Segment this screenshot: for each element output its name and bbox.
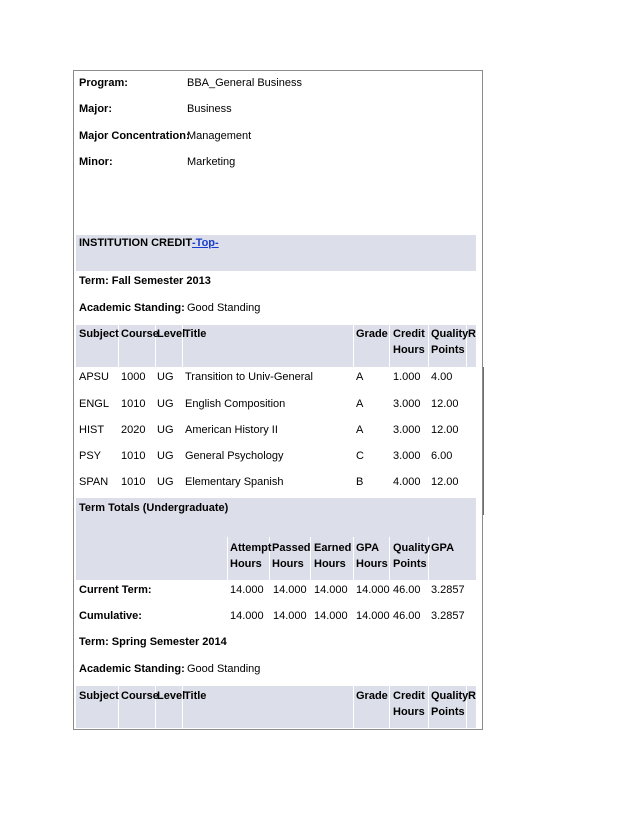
table-right-edge	[483, 367, 484, 515]
program-value: BBA_General Business	[187, 77, 302, 89]
term1-label: Term: Fall Semester 2013	[79, 275, 211, 287]
row-level: UG	[157, 371, 174, 383]
row-title: American History II	[185, 424, 278, 436]
hdr-level: Level	[157, 690, 186, 702]
hdr-level: Level	[157, 328, 186, 340]
hdr-attempt-hours: Hours	[230, 558, 262, 570]
row-credit: 3.000	[393, 398, 421, 410]
hdr-credit-hours: Hours	[393, 344, 425, 356]
current-term-label: Current Term:	[79, 584, 152, 596]
hdr-course: Course	[121, 690, 159, 702]
cumulative-attempt: 14.000	[230, 610, 264, 622]
row-grade: A	[356, 398, 364, 410]
hdr-gpa-hours: GPA	[356, 542, 380, 554]
row-course: 1000	[121, 371, 146, 383]
row-credit: 3.000	[393, 424, 421, 436]
row-subject: APSU	[79, 371, 109, 383]
row-level: UG	[157, 398, 174, 410]
term-totals-heading: Term Totals (Undergraduate)	[79, 502, 229, 514]
term2-standing-label: Academic Standing:	[79, 663, 185, 675]
row-subject: HIST	[79, 424, 105, 436]
term1-standing-value: Good Standing	[187, 302, 261, 314]
hdr-subject: Subject	[79, 690, 119, 702]
hdr-attempt: Attempt	[230, 542, 272, 554]
row-course: 1010	[121, 398, 146, 410]
concentration-value: Management	[187, 130, 252, 142]
current-gpa: 3.2857	[431, 584, 465, 596]
row-points: 4.00	[431, 371, 453, 383]
hdr-earned-hours: Hours	[314, 558, 346, 570]
hdr-quality-points: Points	[431, 344, 465, 356]
hdr-subject: Subject	[79, 328, 119, 340]
hdr-quality: Quality	[431, 690, 469, 702]
row-grade: A	[356, 371, 364, 383]
hdr-grade: Grade	[356, 690, 388, 702]
cumulative-gpa: 3.2857	[431, 610, 465, 622]
cumulative-label: Cumulative:	[79, 610, 142, 622]
hdr-title: Title	[184, 328, 207, 340]
term2-label: Term: Spring Semester 2014	[79, 636, 227, 648]
row-level: UG	[157, 424, 174, 436]
row-title: General Psychology	[185, 450, 284, 462]
row-subject: PSY	[79, 450, 102, 462]
major-value: Business	[187, 103, 232, 115]
minor-label: Minor:	[79, 156, 113, 168]
hdr-credit: Credit	[393, 690, 425, 702]
row-grade: C	[356, 450, 364, 462]
cumulative-points: 46.00	[393, 610, 421, 622]
current-gpa-hours: 14.000	[356, 584, 390, 596]
program-label: Program:	[79, 77, 128, 89]
cumulative-earned: 14.000	[314, 610, 348, 622]
cumulative-passed: 14.000	[273, 610, 307, 622]
term2-standing-value: Good Standing	[187, 663, 261, 675]
concentration-label: Major Concentration:	[79, 130, 190, 142]
row-grade: A	[356, 424, 364, 436]
minor-value: Marketing	[187, 156, 236, 168]
row-course: 2020	[121, 424, 146, 436]
row-course: 1010	[121, 476, 146, 488]
hdr-course: Course	[121, 328, 159, 340]
hdr-quality-points: Points	[431, 706, 465, 718]
row-subject: SPAN	[79, 476, 109, 488]
row-level: UG	[157, 450, 174, 462]
row-points: 12.00	[431, 398, 459, 410]
row-course: 1010	[121, 450, 146, 462]
hdr-title: Title	[184, 690, 207, 702]
major-label: Major:	[79, 103, 112, 115]
hdr-earned: Earned	[314, 542, 352, 554]
row-credit: 1.000	[393, 371, 421, 383]
hdr-grade: Grade	[356, 328, 388, 340]
hdr-credit: Credit	[393, 328, 425, 340]
current-attempt: 14.000	[230, 584, 264, 596]
row-title: Elementary Spanish	[185, 476, 284, 488]
row-title: Transition to Univ-General	[185, 371, 313, 383]
cumulative-gpa-hours: 14.000	[356, 610, 390, 622]
hdr-quality: Quality	[393, 542, 431, 554]
hdr-credit-hours: Hours	[393, 706, 425, 718]
row-subject: ENGL	[79, 398, 109, 410]
current-passed: 14.000	[273, 584, 307, 596]
top-link[interactable]: -Top-	[192, 237, 219, 249]
term1-standing-label: Academic Standing:	[79, 302, 185, 314]
current-points: 46.00	[393, 584, 421, 596]
hdr-passed: Passed	[272, 542, 311, 554]
row-points: 12.00	[431, 424, 459, 436]
hdr-quality: Quality	[431, 328, 469, 340]
row-points: 12.00	[431, 476, 459, 488]
row-title: English Composition	[185, 398, 286, 410]
hdr-gpa-hours2: Hours	[356, 558, 388, 570]
hdr-r: R	[468, 690, 476, 702]
hdr-passed-hours: Hours	[272, 558, 304, 570]
hdr-gpa: GPA	[431, 542, 455, 554]
row-level: UG	[157, 476, 174, 488]
row-grade: B	[356, 476, 364, 488]
row-points: 6.00	[431, 450, 453, 462]
institution-heading: INSTITUTION CREDIT	[79, 237, 193, 249]
row-credit: 4.000	[393, 476, 421, 488]
hdr-r: R	[468, 328, 476, 340]
hdr-quality-points: Points	[393, 558, 427, 570]
row-credit: 3.000	[393, 450, 421, 462]
current-earned: 14.000	[314, 584, 348, 596]
